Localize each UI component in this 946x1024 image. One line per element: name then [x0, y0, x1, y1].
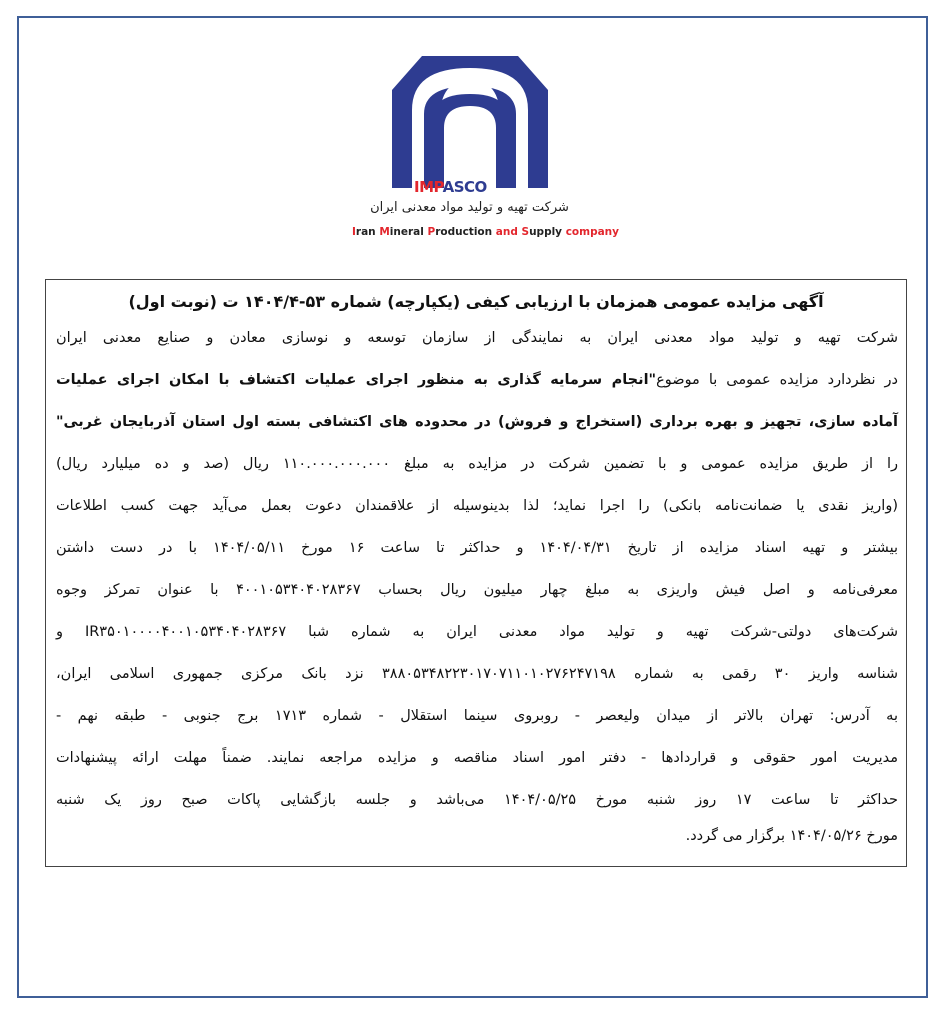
notice-line: در نظردارد مزایده عمومی با موضوع"انجام سرمایه گذاری به منظور اجرای عملیات اکتشاف با امکان اجرای عملیات — [56, 372, 898, 388]
notice-line: (واریز نقدی یا ضمانت‌نامه بانکی) را اجرا نماید؛ لذا بدینوسیله از علاقمندان دعوت بعمل می‌آید جهت کسب اطلاعات — [56, 498, 898, 514]
notice-line: شرکت تهیه و تولید مواد معدنی ایران به نمایندگی از سازمان توسعه و نوسازی معادن و صنایع معدنی ایران — [56, 330, 898, 346]
notice-line: بیشتر و تهیه اسناد مزایده از تاریخ ۱۴۰۴/۰۴/۳۱ و حداکثر تا ساعت ۱۶ مورخ ۱۴۰۴/۰۵/۱۱ با در دست داشتن — [56, 540, 898, 556]
company-name-fa: شرکت تهیه و تولید مواد معدنی ایران — [370, 200, 569, 215]
notice-line: شناسه واریز ۳۰ رقمی به شماره ۳۸۸۰۵۳۴۸۲۲۳۰۱۷۰۷۱۱۰۱۰۲۷۶۲۴۷۱۹۸ نزد بانک مرکزی جمهوری اسلامی ایران، — [56, 666, 898, 682]
notice-line: را از طریق مزایده عمومی و با تضمین شرکت در مزایده به مبلغ ۱۱۰.۰۰۰.۰۰۰.۰۰۰ ریال (صد و ده میلیارد ریال) — [56, 456, 898, 472]
arch-emblem-icon — [370, 48, 570, 193]
auction-notice — [45, 279, 907, 867]
notice-line: حداکثر تا ساعت ۱۷ روز شنبه مورخ ۱۴۰۴/۰۵/۲۵ می‌باشد و جلسه بازگشایی پاکات صبح روز یک شنبه — [56, 792, 898, 808]
notice-line: به آدرس: تهران بالاتر از میدان ولیعصر - روبروی سینما استقلال - شماره ۱۷۱۳ برج جنوبی - طبقه نهم - — [56, 708, 898, 724]
notice-line: مورخ ۱۴۰۴/۰۵/۲۶ برگزار می گردد. — [685, 828, 898, 844]
notice-title: آگهی مزایده عمومی همزمان با ارزیابی کیفی (یکپارچه) شماره ۵۳-۱۴۰۴/۴ ت (نوبت اول) — [128, 292, 824, 311]
notice-line: مدیریت امور حقوقی و قراردادها - دفتر امور اسناد مناقصه و مزایده مراجعه نمایند. ضمناً مهلت ارائه پیشنهادات — [56, 750, 898, 766]
impasco-logo — [352, 48, 619, 248]
brand-wordmark: IMPASCO — [414, 178, 487, 196]
notice-line: معرفی‌نامه و اصل فیش واریزی به مبلغ چهار میلیون ریال بحساب ۴۰۰۱۰۵۳۴۰۴۰۲۸۳۶۷ با عنوان تمرکز وجوه — [56, 582, 898, 598]
notice-line: آماده سازی، تجهیز و بهره برداری (استخراج و فروش) در محدوده های اکتشافی بسته اول استان آذربایجان غربی" — [56, 414, 898, 430]
notice-line: شرکت‌های دولتی-شرکت تهیه و تولید مواد معدنی ایران به شماره شبا IR۳۵۰۱۰۰۰۰۴۰۰۱۰۵۳۴۰۴۰۲۸۳۶۷ و — [56, 624, 898, 640]
company-name-en: Iran Mineral Production and Supply company — [352, 226, 619, 238]
